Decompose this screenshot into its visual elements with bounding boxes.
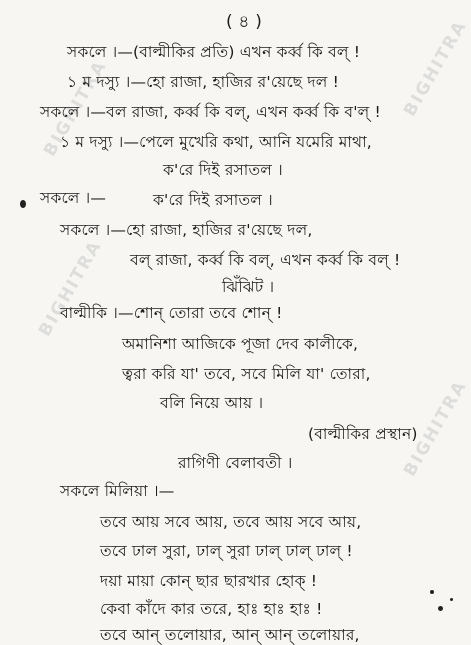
text-line: সকলে ।—বল রাজা, কর্ব্ব কি বল্, এখন কর্ব্ব কি ব'ল্ ! xyxy=(40,103,381,121)
text-line: ক'রে দিই রসাতল । xyxy=(153,191,273,209)
ink-blot xyxy=(438,606,443,611)
text-line: বলি নিয়ে আয় । xyxy=(160,394,264,412)
text-line: অমানিশা আজিকে পূজা দেব কালীকে, xyxy=(122,335,359,353)
text-line: তবে ঢাল সুরা, ঢাল্ সুরা ঢাল্ ঢাল্ ঢাল্ ! xyxy=(100,542,353,560)
text-line: কেবা কাঁদে কার তরে, হাঃ হাঃ হাঃ ! xyxy=(100,600,323,618)
text-line: ক'রে দিই রসাতল । xyxy=(163,161,283,179)
text-line: দয়া মায়া কোন্ ছার ছারখার হোক্ ! xyxy=(100,572,318,590)
text-line: ত্বরা করি যা' তবে, সবে মিলি যা' তোরা, xyxy=(122,365,371,383)
text-line: ১ ম দস্যু ।—হো রাজা, হাজির র'য়েছে দল ! xyxy=(67,73,340,91)
text-line: সকলে ।—(বাল্মীকির প্রতি) এখন কর্ব্ব কি বল্ ! xyxy=(67,43,361,61)
stage-direction: (বাল্মীকির প্রস্থান) xyxy=(308,425,418,443)
page-number: ( ৪ ) xyxy=(226,12,263,32)
ink-blot xyxy=(20,200,26,208)
watermark: BIGHITRA xyxy=(400,16,471,120)
section-heading: রাগিণী বেলাবতী । xyxy=(178,454,293,472)
text-line: বাল্মীকি ।—শোন্ তোরা তবে শোন্ ! xyxy=(60,304,283,322)
text-line: সকলে ।—হো রাজা, হাজির র'য়েছে দল, xyxy=(60,221,313,239)
watermark: BIGHITRA xyxy=(35,236,107,340)
watermark: BIGHITRA xyxy=(40,56,112,160)
watermark: BIGHITRA xyxy=(400,376,471,480)
text-line: বল্ রাজা, কর্ব্ব কি বল্, এখন কর্ব্ব কি বল্ ! xyxy=(130,251,401,269)
text-line: তবে আন্ তলোয়ার, আন্ আন্ তলোয়ার, xyxy=(100,626,360,644)
text-line: ১ ম দস্যু ।—পেলে মুখেরি কথা, আনি যমেরি মাথা, xyxy=(60,133,372,151)
text-line: তবে আয় সবে আয়, তবে আয় সবে আয়, xyxy=(100,513,362,531)
text-line: সকলে মিলিয়া ।— xyxy=(60,482,175,500)
ink-blot xyxy=(430,590,434,594)
text-line: সকলে ।— xyxy=(40,189,107,207)
ink-blot xyxy=(450,598,453,601)
section-heading: ঝিঁঝিট । xyxy=(222,278,275,296)
